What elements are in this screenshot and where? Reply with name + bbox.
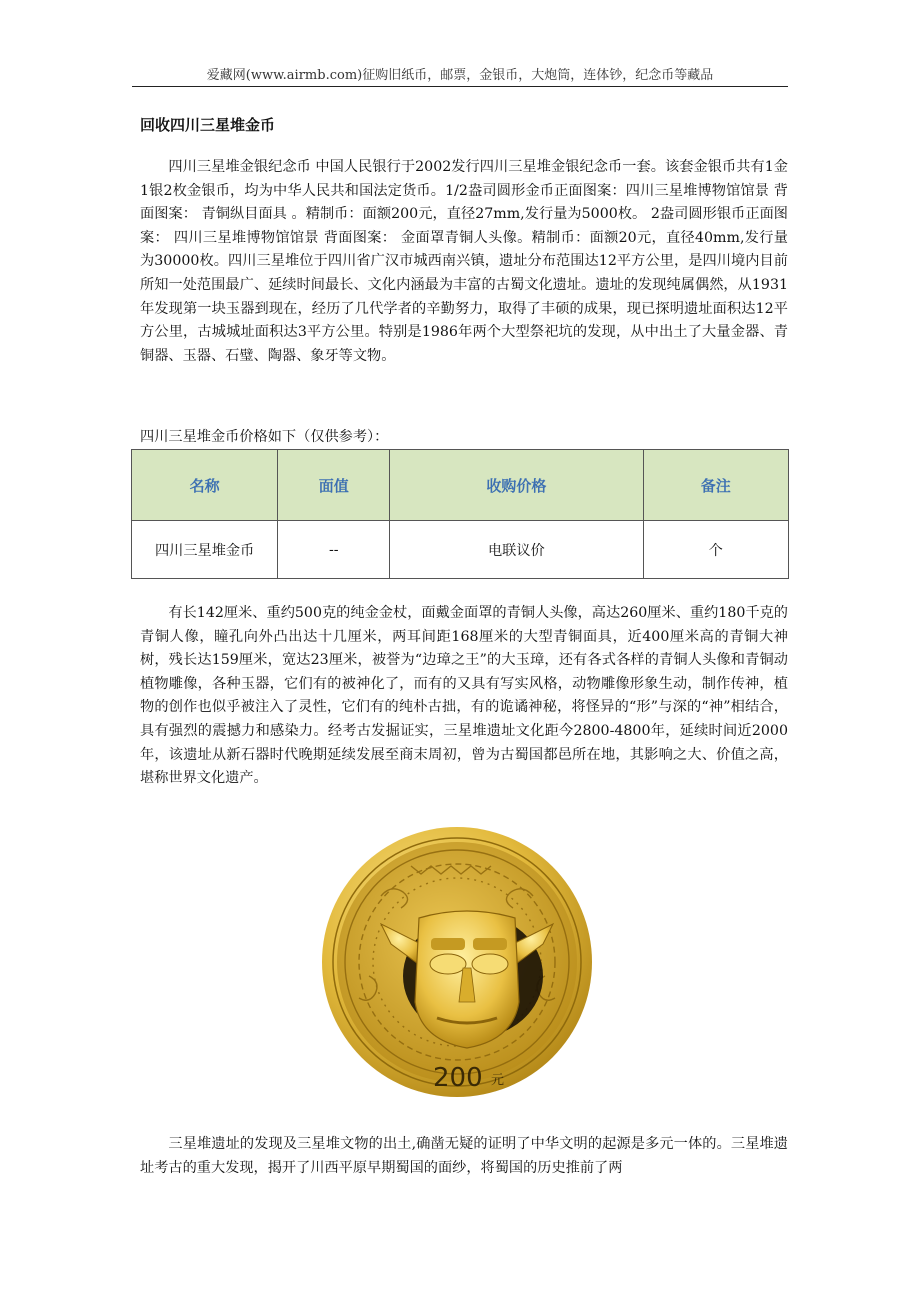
coin-unit: 元 (491, 1073, 505, 1088)
paragraph-conclusion: 三星堆遗址的发现及三星堆文物的出土,确凿无疑的证明了中华文明的起源是多元一体的。三星堆遗址考古的重大发现，揭开了川西平原早期蜀国的面纱，将蜀国的历史推前了两 (140, 1136, 788, 1176)
paragraph-artifacts: 有长142厘米、重约500克的纯金金杖，面戴金面罩的青铜人头像，高达260厘米、重约180千克的青铜人像，瞳孔向外凸出达十几厘米，两耳间距168厘米的大型青铜面具，近400厘米高的青铜大神树，残长达159厘米，宽达23厘米，被誉为“边璋之王”的大玉璋，还有各式各样的青铜人头像和青铜动植物雕像，各种玉器，它们有的被神化了，而有的又具有写实风格，动物雕像形象生动，制作传神，植物的创作也似乎被注入了灵性，它们有的纯朴古拙，有的诡谲神秘，将怪异的“形”与深的“神”相结合，具有强烈的震撼力和感染力。经考古发掘证实，三星堆遗址文化距今2800-4800年，延续时间近2000年，该遗址从新石器时代晚期延续发展至商末周初，曾为古蜀国都邑所在地，其影响之大、价值之高，堪称世界文化遗产。 (140, 605, 788, 787)
paragraph-intro: 四川三星堆金银纪念币 中国人民银行于2002发行四川三星堆金银纪念币一套。该套金银币共有1金1银2枚金银币，均为中华人民共和国法定货币。1/2盎司圆形金币正面图案：四川三星堆博物馆馆景 背面图案： 青铜纵目面具 。精制币：面额200元，直径27mm,发行量为5000枚。 2盎司圆形银币正面图案： 四川三星堆博物馆馆景 背面图案： 金面罩青铜人头像。精制币：面额20元，直径40mm,发行量为30000枚。四川三星堆位于四川省广汉市城西南兴镇，遗址分布范围达12平方公里，是四川境内目前所知一处范围最广、延续时间最长、文化内涵最为丰富的古蜀文化遗址。遗址的发现纯属偶然，从1931年发现第一块玉器到现在，经历了几代学者的辛勤努力，取得了丰硕的成果，现已探明遗址面积达12平方公里，古城城址面积达3平方公里。特别是1986年两个大型祭祀坑的发现，从中出土了大量金器、青铜器、玉器、石璧、陶器、象牙等文物。 (140, 159, 788, 364)
cell-face-value: -- (278, 521, 390, 579)
price-intro: 四川三星堆金币价格如下（仅供参考）： (140, 429, 389, 445)
header-divider (132, 86, 788, 87)
cell-purchase-price: 电联议价 (390, 521, 643, 579)
header-face-value: 面值 (278, 450, 390, 521)
cell-note: 个 (643, 521, 788, 579)
price-table (131, 449, 789, 579)
cell-name: 四川三星堆金币 (132, 521, 278, 579)
page-header: 爱藏网(www.airmb.com)征购旧纸币，邮票，金银币，大炮筒，连体钞，纪念币等藏品 (206, 68, 714, 83)
header-purchase-price: 收购价格 (390, 450, 643, 521)
header-note: 备注 (643, 450, 788, 521)
article-title: 回收四川三星堆金币 (140, 116, 276, 134)
coin-denomination: 200 (433, 1063, 483, 1093)
gold-coin-image (321, 826, 593, 1098)
header-name: 名称 (132, 450, 278, 521)
table-row (132, 521, 789, 579)
table-header-row (132, 450, 789, 521)
